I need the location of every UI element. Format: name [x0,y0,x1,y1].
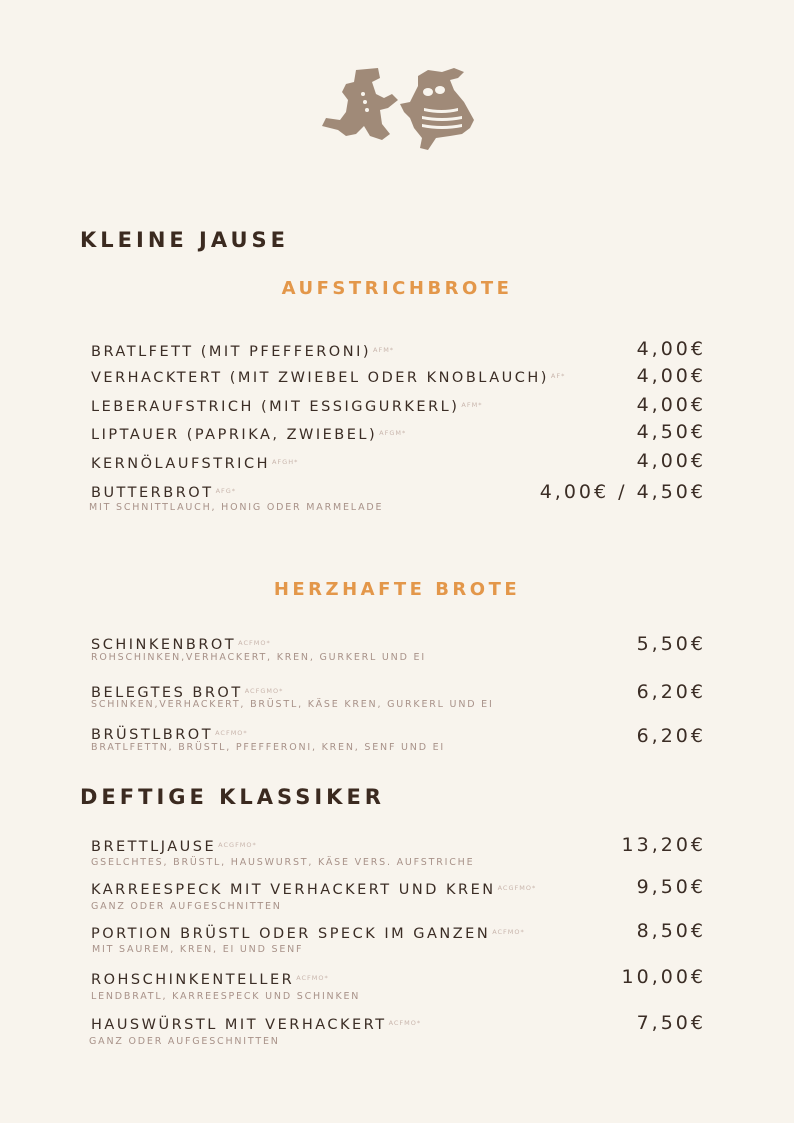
allergen-codes: AF* [550,372,566,380]
allergen-codes: ACFMO* [296,974,329,982]
menu-item-name: LIPTAUER (PAPRIKA, ZWIEBEL) $^{AFGM*}$ [91,427,407,443]
menu-item-description: SCHINKEN,VERHACKERT, BRÜSTL, KÄSE KREN, GURKERL UND EI [91,699,494,710]
allergen-codes: AFGM* [379,429,407,437]
allergen-codes: AFM* [373,346,395,354]
allergen-codes: ACGFMO* [497,884,537,892]
menu-item-price: 4,00€ [636,394,706,416]
menu-item-price: 5,50€ [636,633,706,655]
menu-item-description: ROHSCHINKEN,VERHACKERT, KREN, GURKERL UND EI [91,652,426,663]
section-title-kleine-jause: KLEINE JAUSE [80,228,289,252]
menu-item-name: LEBERAUFSTRICH (MIT ESSIGGURKERL) $^{AFM*}$ [91,399,483,415]
allergen-codes: ACFMO* [215,729,248,737]
section-title-deftige-klassiker: DEFTIGE KLASSIKER [80,785,385,809]
menu-item-price: 8,50€ [636,920,706,942]
menu-item-description: LENDBRATL, KARREESPECK UND SCHINKEN [91,991,361,1002]
allergen-codes: ACFGMO* [244,687,284,695]
menu-item-price: 9,50€ [636,876,706,898]
menu-item-name: KERNÖLAUFSTRICH $^{AFGH*}$ [91,456,299,472]
menu-item-name: SCHINKENBROT $^{ACFMO*}$ [91,637,271,653]
group-title-aufstrichbrote: AUFSTRICHBROTE [281,278,513,299]
allergen-codes: AFG* [215,487,237,495]
menu-item-name: PORTION BRÜSTL ODER SPECK IM GANZEN $^{ACFMO*}$ [91,926,525,942]
allergen-codes: ACFMO* [388,1019,422,1027]
menu-item-price: 4,00€ [636,365,706,387]
menu-item-price: 4,50€ [636,421,706,443]
menu-item-price: 7,50€ [636,1012,706,1034]
menu-item-name: VERHACKTERT (MIT ZWIEBEL ODER KNOBLAUCH) $^{AF*}$ [91,370,566,386]
menu-item-price: 6,20€ [636,725,706,747]
menu-item-price: 6,20€ [636,681,706,703]
menu-item-price: 10,00€ [621,966,706,988]
menu-item-name: ROHSCHINKENTELLER $^{ACFMO*}$ [91,972,329,988]
menu-item-name: BRATLFETT (MIT PFEFFERONI) $^{AFM*}$ [91,344,395,360]
menu-item-price: 4,00€ [636,338,706,360]
menu-item-description: MIT SAUREM, KREN, EI UND SENF [92,944,304,955]
group-title-herzhafte-brote: HERZHAFTE BROTE [273,579,521,600]
menu-item-description: GANZ ODER AUFGESCHNITTEN [89,1036,280,1047]
allergen-codes: ACFMO* [492,928,525,936]
menu-item-description: GANZ ODER AUFGESCHNITTEN [91,901,282,912]
menu-item-name: BUTTERBROT $^{AFG*}$ [91,485,237,501]
menu-item-price: 13,20€ [621,834,706,856]
menu-item-name: HAUSWÜRSTL MIT VERHACKERT $^{ACFMO*}$ [91,1017,422,1033]
allergen-codes: ACFMO* [238,639,271,647]
menu-item-description: BRATLFETTN, BRÜSTL, PFEFFERONI, KREN, SENF UND EI [91,742,446,753]
menu-item-description: GSELCHTES, BRÜSTL, HAUSWURST, KÄSE VERS. AUFSTRICHE [91,857,475,868]
menu-item-name: BELEGTES BROT $^{ACFGMO*}$ [91,685,284,701]
allergen-codes: AFGH* [271,458,299,466]
allergen-codes: ACGFMO* [218,841,257,849]
allergen-codes: AFM* [461,401,483,409]
menu-item-price: 4,00€ [636,450,706,472]
menu-item-name: BRETTLJAUSE $^{ACGFMO*}$ [91,839,257,855]
menu-item-name: BRÜSTLBROT $^{ACFMO*}$ [91,727,248,743]
dancing-couple-logo [318,64,478,156]
menu-item-price: 4,00€ / 4,50€ [539,481,706,503]
menu-item-name: KARREESPECK MIT VERHACKERT UND KREN $^{ACGFMO*}$ [91,882,537,898]
menu-item-description: MIT SCHNITTLAUCH, HONIG ODER MARMELADE [89,502,384,513]
